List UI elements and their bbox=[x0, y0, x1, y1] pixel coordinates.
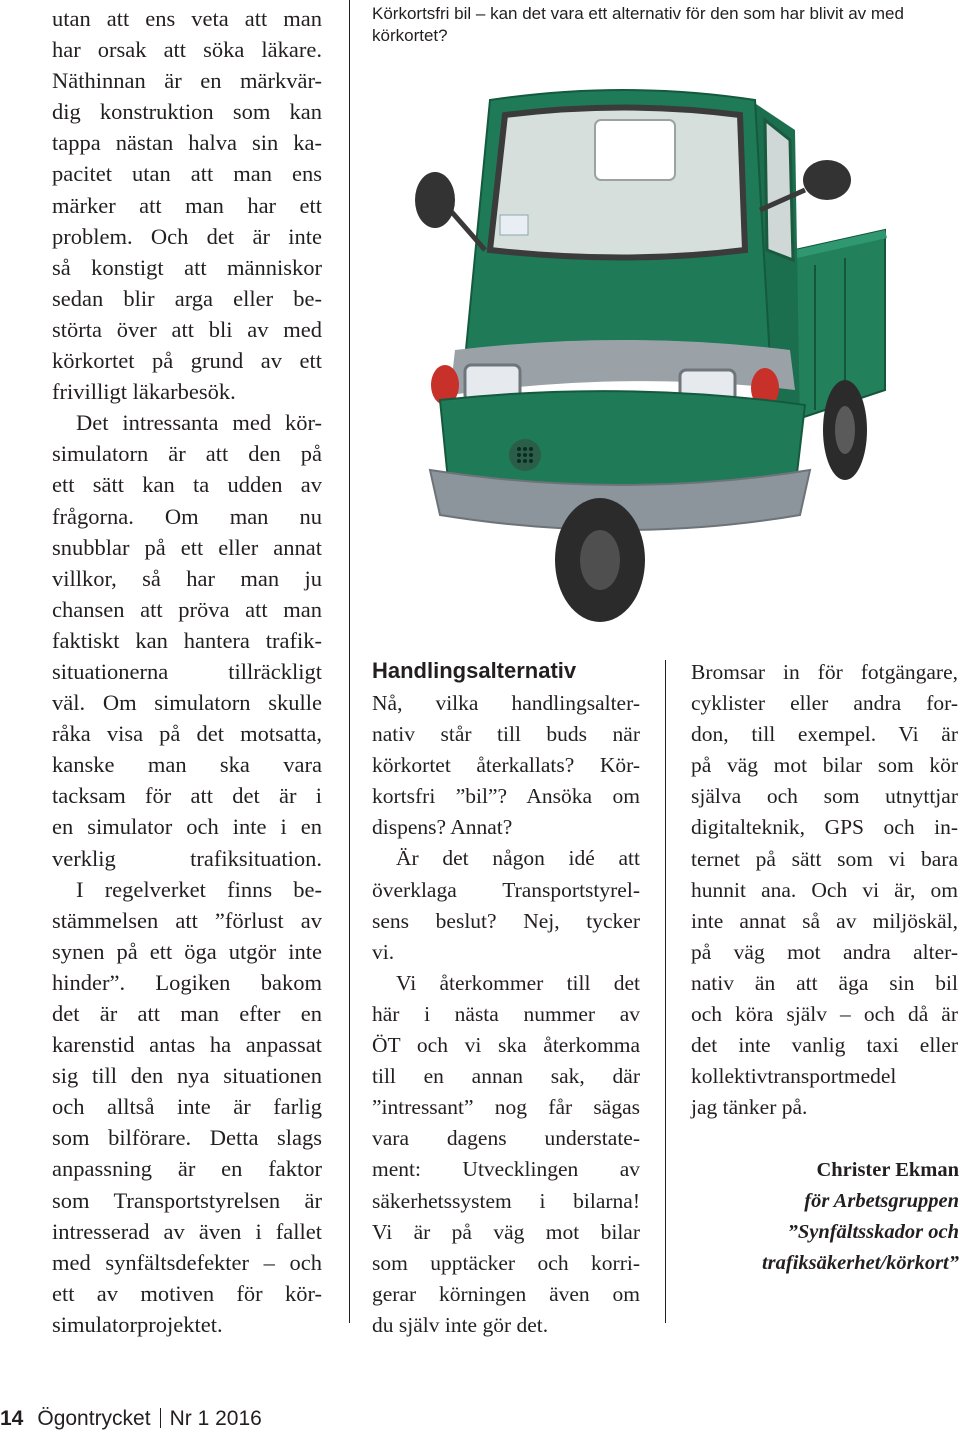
text-line: stämmelsen att ”förlust av bbox=[52, 907, 322, 933]
text-line: ett av motiven för kör- bbox=[52, 1280, 322, 1306]
text-line: karenstid antas ha anpassat bbox=[52, 1032, 322, 1058]
issue-label: Nr 1 2016 bbox=[169, 1407, 262, 1430]
text-line: vara dagens understate- bbox=[372, 1126, 640, 1151]
text-line: synen på ett öga utgör inte bbox=[52, 938, 322, 964]
text-line: överklaga Transportstyrel- bbox=[372, 877, 640, 902]
text-line: störta över att bli av med bbox=[52, 316, 322, 342]
text-line: du själv inte gör det. bbox=[372, 1312, 549, 1337]
text-line: körkortet på grund av ett bbox=[52, 348, 322, 374]
text-line: jag tänker på. bbox=[691, 1095, 808, 1120]
column-divider-2 bbox=[665, 660, 666, 1323]
text-line: kortsfri ”bil”? Ansöka om bbox=[372, 784, 640, 809]
text-line: utan att ens veta att man bbox=[52, 6, 322, 31]
text-line: tappa nästan halva sin ka- bbox=[52, 130, 322, 156]
text-line: det inte vanlig taxi eller bbox=[691, 1033, 958, 1058]
text-line: vi. bbox=[372, 939, 395, 964]
text-line: har orsak att söka läkare. bbox=[52, 37, 322, 63]
author-affiliation: för Arbetsgruppen bbox=[804, 1190, 959, 1212]
text-line: simulatorn är att den på bbox=[52, 441, 322, 467]
text-line: Bromsar in för fotgängare, bbox=[691, 660, 958, 684]
text-line: till en annan sak, där bbox=[372, 1064, 640, 1089]
text-line: frågorna. Om man nu bbox=[52, 503, 322, 529]
text-line: ment: Utvecklingen av bbox=[372, 1157, 640, 1182]
text-line: inte annat så av miljöskäl, bbox=[691, 908, 958, 933]
author-signature bbox=[691, 1155, 959, 1279]
text-line: digitalteknik, GPS och in- bbox=[691, 815, 958, 840]
column-divider-1 bbox=[349, 0, 350, 1323]
article-column-3 bbox=[691, 657, 958, 1123]
text-line: hunnit ana. Och vi är, om bbox=[691, 877, 958, 902]
text-line: villkor, så har man ju bbox=[52, 565, 322, 591]
text-line: Nå, vilka handlingsalter- bbox=[372, 691, 640, 715]
text-line: snubblar på ett eller annat bbox=[52, 534, 322, 560]
text-line: chansen att pröva att man bbox=[52, 596, 322, 622]
text-line: säkerhetssystem i bilarna! bbox=[372, 1188, 640, 1213]
text-line: sig till den nya situationen bbox=[52, 1063, 322, 1089]
text-line: gerar körningen även om bbox=[372, 1281, 640, 1306]
section-heading: Handlingsalternativ bbox=[372, 658, 577, 683]
text-line: en simulator och inte i en bbox=[52, 814, 322, 840]
text-line: cyklister eller andra for- bbox=[691, 691, 958, 716]
text-line: faktiskt kan hantera trafik- bbox=[52, 627, 322, 653]
text-line: Vi återkommer till det bbox=[396, 970, 640, 995]
text-line: råka visa på det motsatta, bbox=[52, 721, 322, 747]
text-line: I regelverket finns be- bbox=[76, 876, 322, 902]
text-line: situationerna tillräckligt bbox=[52, 658, 322, 684]
text-line: och alltså inte är farlig bbox=[52, 1094, 322, 1120]
text-line: Vi är på väg mot bilar bbox=[372, 1219, 640, 1244]
three-wheeler-vehicle-photo bbox=[395, 60, 915, 630]
text-line: problem. Och det är inte bbox=[52, 223, 322, 249]
text-line: med synfältsdefekter – och bbox=[52, 1249, 322, 1275]
text-line: här i nästa nummer av bbox=[372, 1001, 640, 1026]
text-line: på väg mot andra alter- bbox=[691, 939, 958, 964]
text-line: märker att man har ett bbox=[52, 192, 322, 218]
text-line: ”intressant” nog får sägas bbox=[372, 1095, 640, 1120]
text-line: intresserad av även i fallet bbox=[52, 1218, 322, 1244]
text-line: Näthinnan är en märkvär- bbox=[52, 68, 322, 94]
text-line: hinder”. Logiken bakom bbox=[52, 969, 322, 995]
page-number: 14 bbox=[0, 1407, 24, 1430]
article-column-1 bbox=[52, 3, 322, 1340]
text-line: körkortet återkallats? Kör- bbox=[372, 753, 640, 778]
text-line: Är det någon idé att bbox=[396, 846, 640, 871]
text-line: anpassning är en faktor bbox=[52, 1156, 322, 1182]
text-line: så konstigt att människor bbox=[52, 254, 322, 280]
author-name: Christer Ekman bbox=[816, 1159, 959, 1181]
text-line: Det intressanta med kör- bbox=[76, 410, 322, 436]
author-group-name-1: ”Synfältsskador och bbox=[787, 1221, 959, 1243]
article-column-2 bbox=[372, 688, 640, 1341]
author-group-name-2: trafiksäkerhet/körkort” bbox=[761, 1252, 959, 1274]
text-line: dig konstruktion som kan bbox=[52, 99, 322, 125]
text-line: pacitet utan att man ens bbox=[52, 161, 322, 187]
text-line: själva och som utnyttjar bbox=[691, 784, 958, 809]
footer-separator bbox=[160, 1408, 161, 1428]
text-line: verklig trafiksituation. bbox=[52, 845, 322, 871]
text-line: ÖT och vi ska återkomma bbox=[372, 1033, 640, 1058]
text-line: och köra själv – och då är bbox=[691, 1002, 958, 1027]
text-line: tacksam för att det är i bbox=[52, 783, 322, 809]
text-line: simulatorprojektet. bbox=[52, 1311, 223, 1337]
text-line: som upptäcker och korri- bbox=[372, 1250, 640, 1275]
text-line: ett sätt kan ta udden av bbox=[52, 472, 322, 498]
text-line: dispens? Annat? bbox=[372, 815, 513, 840]
text-line: som bilförare. Detta slags bbox=[52, 1125, 322, 1151]
text-line: kanske man ska vara bbox=[52, 752, 322, 778]
text-line: på väg mot bilar som kör bbox=[691, 753, 958, 778]
text-line: som Transportstyrelsen är bbox=[52, 1187, 322, 1213]
text-line: frivilligt läkarbesök. bbox=[52, 379, 236, 405]
text-line: sens beslut? Nej, tycker bbox=[372, 908, 640, 933]
text-line: nativ står till buds när bbox=[372, 722, 640, 747]
text-line: ternet på sätt som vi bara bbox=[691, 846, 958, 871]
text-line: det är att man efter en bbox=[52, 1001, 322, 1026]
text-line: väl. Om simulatorn skulle bbox=[52, 690, 322, 716]
text-line: don, till exempel. Vi är bbox=[691, 722, 958, 747]
text-line: nativ än att äga sin bil bbox=[691, 970, 958, 995]
page-footer bbox=[0, 1404, 262, 1434]
photo-caption: Körkortsfri bil – kan det vara ett alternativ för den som har blivit av med körkortet? bbox=[372, 4, 904, 45]
text-line: kollektivtransportmedel bbox=[691, 1064, 897, 1089]
text-line: sedan blir arga eller be- bbox=[52, 285, 322, 311]
publication-name: Ögontrycket bbox=[37, 1407, 151, 1430]
